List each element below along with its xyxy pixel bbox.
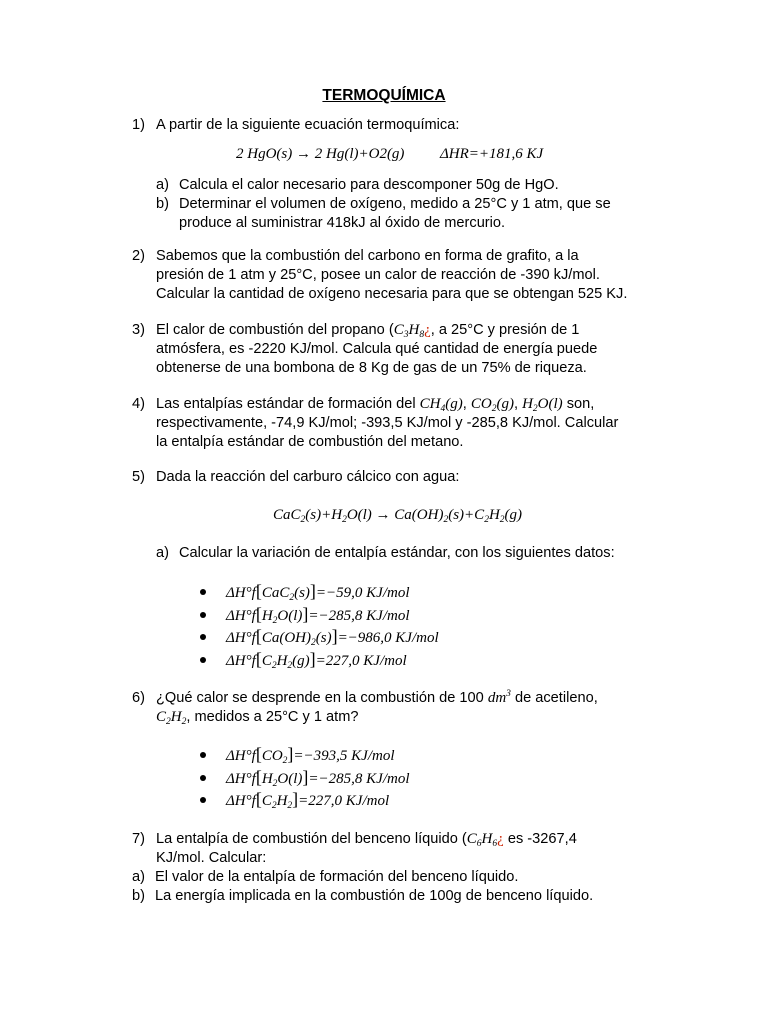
problem-text: KJ/mol. Calcular:: [156, 850, 267, 866]
problem-7: [132, 830, 660, 906]
bullet-icon: [200, 797, 206, 803]
subitem-text: El valor de la entalpía de formación del benceno líquido.: [155, 869, 519, 885]
text-segment: La entalpía de combustión del benceno líquido (: [156, 831, 467, 847]
formula-co2: $CO_2(g)$: [470, 396, 514, 414]
subitem-text: Determinar el volumen de oxígeno, medido a 25°C y 1 atm, que se: [179, 196, 611, 212]
equation-text: 2 HgO(s) → 2 Hg(l)+O2(g): [236, 146, 405, 162]
problem-text: respectivamente, -74,9 KJ/mol; -393,5 KJ/mol y -285,8 KJ/mol. Calcular: [156, 415, 619, 431]
text-segment: El calor de combustión del propano (: [156, 322, 394, 338]
problem-text: [156, 708, 660, 727]
problem-number: 6): [132, 690, 145, 706]
problem-number: 2): [132, 248, 145, 264]
problem-text: Sabemos que la combustión del carbono en forma de grafito, a la: [156, 248, 579, 264]
problem-3: [132, 321, 660, 378]
equation-carbide: $CaC_2(s)+H_2O(l) \to Ca(OH)_2(s)+C_2H_2(g)$: [273, 507, 523, 525]
formula-propane: $C_3H_8¿$: [393, 322, 431, 340]
problem-text: la entalpía estándar de combustión del metano.: [156, 434, 464, 450]
unit-dm3: $dm^3$: [487, 689, 511, 706]
problem-text: presión de 1 atm y 25°C, posee un calor de reacción de -390 kJ/mol.: [156, 267, 600, 283]
problem-1-subitems: [132, 176, 660, 233]
subitem-label: b): [132, 888, 145, 904]
subitem-label: b): [156, 196, 169, 212]
subitem-label: a): [156, 545, 169, 561]
subitem-text: La energía implicada en la combustión de 100g de benceno líquido.: [155, 888, 594, 904]
equation-text: ΔHR=+181,6 KJ: [440, 146, 544, 162]
equation-enthalpy: [440, 145, 543, 164]
problem-text: Calcular la cantidad de oxígeno necesaria para que se obtengan 525 KJ.: [156, 286, 628, 302]
problem-text: A partir de la siguiente ecuación termoquímica:: [156, 117, 460, 133]
bullet-icon: [200, 752, 206, 758]
problem-5-subitems: [132, 544, 660, 563]
subitem-text: Calcula el calor necesario para descomponer 50g de HgO.: [179, 177, 559, 193]
bullet-icon: [200, 775, 206, 781]
subitem-b: [156, 195, 660, 233]
problem-text: [156, 321, 660, 340]
page-title: TERMOQUÍMICA: [322, 87, 446, 104]
bullet-icon: [200, 589, 206, 595]
subitem-label: a): [156, 177, 169, 193]
problem-text: [156, 830, 660, 849]
subitem-label: a): [132, 869, 145, 885]
problem-2: [132, 247, 660, 304]
subitem-a: [156, 544, 660, 563]
text-segment: Las entalpías estándar de formación del: [156, 396, 416, 412]
problem-text: atmósfera, es -2220 KJ/mol. Calcula qué cantidad de energía puede: [156, 341, 598, 357]
text-segment: , medidos a 25°C y 1 atm?: [186, 709, 359, 725]
subitem-text: produce al suministrar 418kJ al óxido de mercurio.: [179, 215, 506, 231]
problem-number: 1): [132, 117, 145, 133]
subitem-a: [132, 868, 660, 887]
formula-acetylene: $C_2H_2$: [156, 709, 187, 727]
text-segment: de acetileno,: [514, 690, 598, 706]
subitem-a: [156, 176, 660, 195]
problem-text: Las entalpías estándar de formación del $CH_4(g)$, $CO_2(g)$, $H_2O(l)$ son,: [156, 396, 595, 414]
subitem-b: [132, 887, 660, 906]
equation-reaction: [236, 145, 404, 164]
bullet-icon: [200, 657, 206, 663]
formula-methane: $CH_4(g)$: [419, 396, 463, 414]
problem-1: [132, 116, 660, 135]
formula-benzene: $C_6H_6¿$: [466, 831, 504, 849]
problem-text: Dada la reacción del carburo cálcico con agua:: [156, 469, 460, 485]
problem-text: [156, 689, 660, 708]
problem-text: obtenerse de una bombona de 8 Kg de gas de un 75% de riqueza.: [156, 360, 587, 376]
bullet-icon: [200, 634, 206, 640]
bullet-icon: [200, 612, 206, 618]
problem-number: 3): [132, 322, 145, 338]
problem-4: [132, 395, 660, 452]
document-page: TERMOQUÍMICA 1) A partir de la siguiente ecuación termoquímica: 2 HgO(s) → 2 Hg(l)+O2(g) ΔHR=+181,6 KJ a) Calcula el calor necesario para descomponer 50g de HgO. b) Determinar el volumen de oxígeno, medido a 25°C y 1 atm, que se produce al suministrar 418kJ al óxido de mercurio. 2) Sabemos que la combustión del carbono en forma de grafito, a la presión de 1 atm y 25°C, posee un calor de reacción de -390 kJ/mol. Calcular la cantidad de oxígeno necesaria para que se obtengan 525 KJ. 3) El calor de combustión del propano ($C_3H_8¿$, a 25°C y presión de 1 atmósfera, es -2220 KJ/mol. Calcula qué cantidad de energía puede obtenerse de una bombona de 8 Kg de gas de un 75% de riqueza. 4) Las entalpías estándar de formación del $CH_4(g)$, $CO_2(g)$, $H_2O(l)$ son, respectivamente, -74,9 KJ/mol; -393,5 KJ/mol y -285,8 KJ/mol. Calcular la entalpía estándar de combustión del metano. 5) Dada la reacción del carburo cálcico con agua: $CaC_2(s)+H_2O(l) \to Ca(OH)_2(s)+C_2H_2(g)$ a) Calcular la variación de entalpía estándar, con los siguientes datos: ΔH°f[CaC$_2$(s)]=−59,0 KJ/mol $\Delta H^\circ f[H_2O(l)]=-285,8$ KJ/mol $\Delta H^\circ f[Ca(OH)_2(s)]=-986,0$ KJ/mol $\Delta H^\circ f[C_2H_2(g)]=227,0$ KJ/mol 6) ¿Qué calor se desprende en la combustión de 100 $dm^3$ de acetileno, $C_2H_2$, medidos a 25°C y 1 atm? $\Delta H^\circ f[CO_2]=-393,5$ KJ/mol $\Delta H^\circ f[H_2O(l)]=-285,8$ KJ/mol $\Delta H^\circ f[C_2H_2]=227,0$ KJ/mol 7) La entalpía de combustión del benceno líquido ($C_6H_6¿$ es -3267,4 KJ/mol. Calcular: a) El valor de la entalpía de formación del benceno líquido. b) La energía implicada en la combustión de 100g de benceno líquido.: [0, 0, 768, 1024]
text-segment: ¿Qué calor se desprende en la combustión de 100: [156, 690, 484, 706]
problem-number: 5): [132, 469, 145, 485]
subitem-text: Calcular la variación de entalpía estándar, con los siguientes datos:: [179, 545, 615, 561]
text-segment: , a 25°C y presión de 1: [430, 322, 580, 338]
problem-number: 4): [132, 396, 145, 412]
formula-water: $H_2O(l)$: [522, 396, 563, 414]
problem-5: [132, 468, 660, 487]
text-segment: es -3267,4: [507, 831, 577, 847]
problem-6: [132, 689, 660, 727]
text-segment: son,: [566, 396, 595, 412]
problem-number: 7): [132, 831, 145, 847]
